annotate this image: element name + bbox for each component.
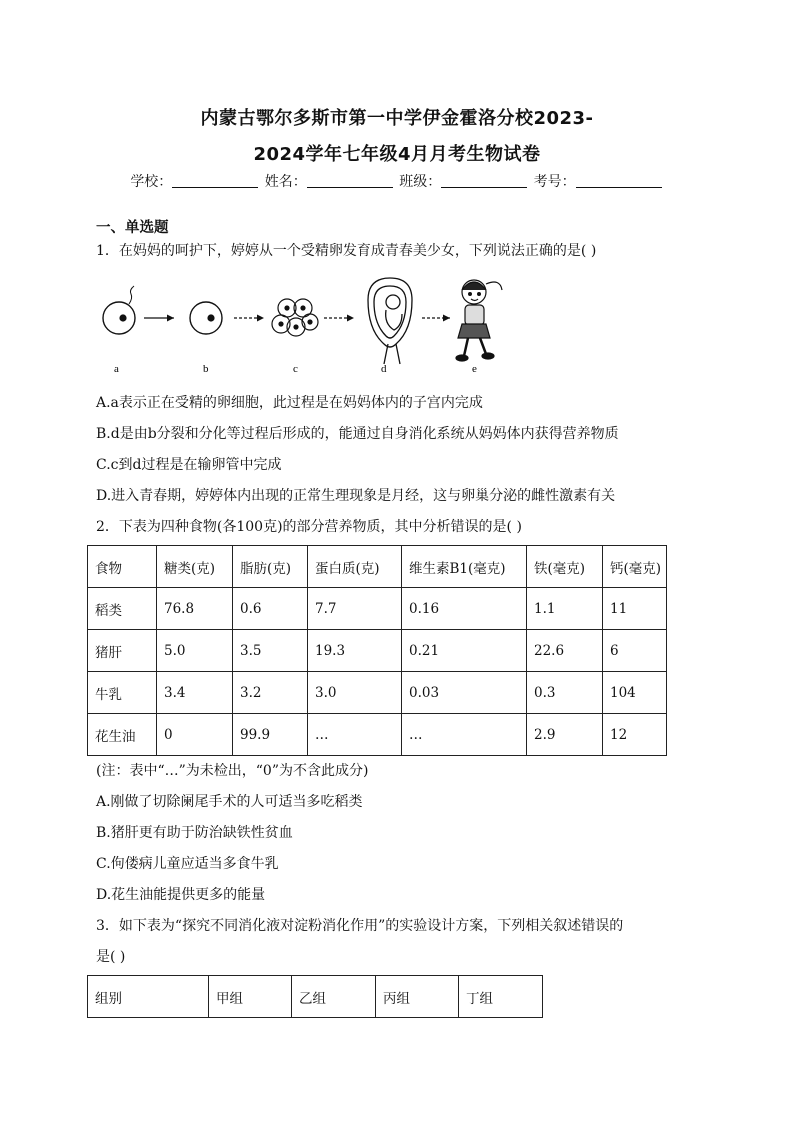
label-d: d [381,363,387,375]
exam-title-line2: 2024学年七年级4月月考生物试卷 [253,144,541,165]
q2-option-a[interactable]: A.刚做了切除阑尾手术的人可适当多吃稻类 [96,794,363,810]
school-label: 学校： [130,174,173,190]
table-cell: 3.5 [233,630,308,672]
table-cell: 牛乳 [88,672,157,714]
table-cell: 5.0 [157,630,233,672]
table-cell: 3.0 [308,672,402,714]
table-cell: 0.3 [527,672,603,714]
table-cell: … [402,714,527,756]
table-header-cell: 维生素B1(毫克) [402,546,527,588]
table-cell: 花生油 [88,714,157,756]
label-c: c [293,363,298,375]
table-header-row [88,976,543,1018]
fetus-stage-d [368,278,412,364]
table-cell: 11 [603,588,667,630]
table-cell: 22.6 [527,630,603,672]
section-heading: 一、单选题 [96,220,169,236]
q2-option-c[interactable]: C.佝偻病儿童应适当多食牛乳 [96,856,279,872]
student-info-row [0,171,794,191]
table-header-row [88,546,667,588]
table-cell: 99.9 [233,714,308,756]
girl-stage-e [456,280,502,361]
table-header-cell: 丙组 [376,976,459,1018]
table-cell: 3.4 [157,672,233,714]
table-header-cell: 糖类(克) [157,546,233,588]
name-label: 姓名： [264,174,307,190]
table-cell: 3.2 [233,672,308,714]
table-cell: 0 [157,714,233,756]
name-blank[interactable] [307,173,393,188]
table-cell: 7.7 [308,588,402,630]
label-e: e [472,363,477,375]
table-cell: 0.21 [402,630,527,672]
table-cell: 12 [603,714,667,756]
cell-cluster-stage-c [272,299,318,336]
table-header-cell: 组别 [88,976,209,1018]
table-cell: 稻类 [88,588,157,630]
exam-no-blank[interactable] [576,173,662,188]
table-header-cell: 丁组 [459,976,543,1018]
q3-stem-line2: 是( ) [96,949,126,965]
table-row [88,630,667,672]
table-cell: 0.6 [233,588,308,630]
q1-option-c[interactable]: C.c到d过程是在输卵管中完成 [96,457,282,473]
table-cell: 1.1 [527,588,603,630]
q2-option-b[interactable]: B.猪肝更有助于防治缺铁性贫血 [96,825,293,841]
table-header-cell: 铁(毫克) [527,546,603,588]
table-header-cell: 钙(毫克) [603,546,667,588]
table-cell: 0.03 [402,672,527,714]
development-figure [96,270,526,376]
q2-note: (注：表中“…”为未检出，“0”为不含此成分) [96,763,369,779]
q1-option-a[interactable]: A.a表示正在受精的卵细胞，此过程是在妈妈体内的子宫内完成 [96,395,483,411]
table-header-cell: 脂肪(克) [233,546,308,588]
table-header-cell: 乙组 [292,976,376,1018]
class-blank[interactable] [441,173,527,188]
table-cell: 6 [603,630,667,672]
label-a: a [114,363,119,375]
table-cell: 76.8 [157,588,233,630]
table-header-cell: 蛋白质(克) [308,546,402,588]
label-b: b [203,363,209,375]
table-cell: 104 [603,672,667,714]
experiment-groups-table [87,975,543,1018]
table-header-cell: 甲组 [209,976,292,1018]
q2-option-d[interactable]: D.花生油能提供更多的能量 [96,887,266,903]
q1-option-d[interactable]: D.进入青春期，婷婷体内出现的正常生理现象是月经，这与卵巢分泌的雌性激素有关 [96,488,616,504]
exam-no-label: 考号： [533,174,576,190]
class-label: 班级： [399,174,442,190]
table-row [88,672,667,714]
q3-stem-line1: 3．如下表为“探究不同消化液对淀粉消化作用”的实验设计方案，下列相关叙述错误的 [96,918,624,934]
table-row [88,714,667,756]
table-cell: 0.16 [402,588,527,630]
q1-option-b[interactable]: B.d是由b分裂和分化等过程后形成的，能通过自身消化系统从妈妈体内获得营养物质 [96,426,619,442]
fertilized-egg-stage-a [103,286,135,334]
table-cell: 19.3 [308,630,402,672]
table-cell: … [308,714,402,756]
q1-stem: 1．在妈妈的呵护下，婷婷从一个受精卵发育成青春美少女，下列说法正确的是( ) [96,243,597,259]
exam-title-line1: 内蒙古鄂尔多斯市第一中学伊金霍洛分校2023- [200,108,594,129]
table-cell: 2.9 [527,714,603,756]
zygote-stage-b [190,302,222,334]
table-row [88,588,667,630]
nutrition-table [87,545,667,756]
table-cell: 猪肝 [88,630,157,672]
table-header-cell: 食物 [88,546,157,588]
q2-stem: 2．下表为四种食物(各100克)的部分营养物质，其中分析错误的是( ) [96,519,522,535]
school-blank[interactable] [172,173,258,188]
